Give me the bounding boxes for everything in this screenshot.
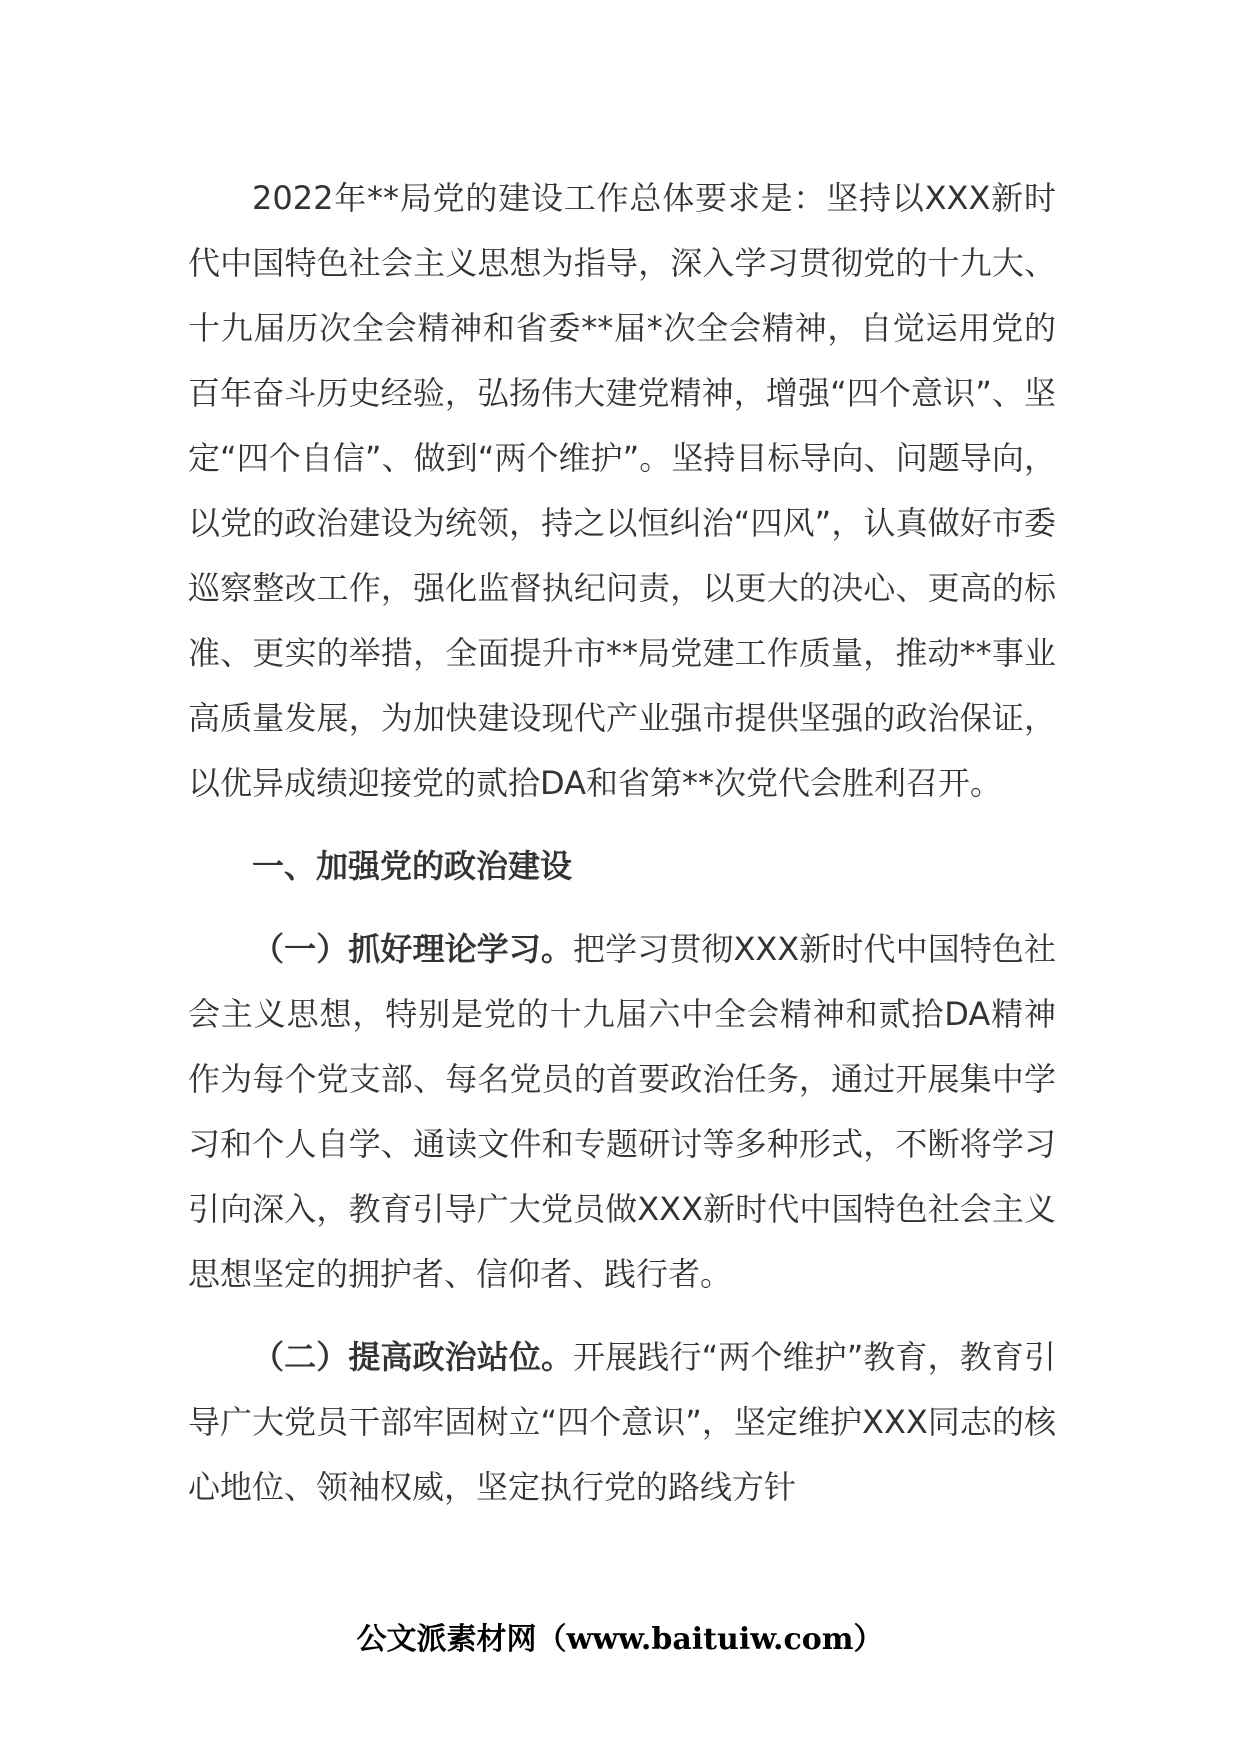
- section-heading: [188, 834, 1056, 899]
- item-1-title: （一）抓好理论学习。: [252, 930, 573, 968]
- item-paragraph-2: [188, 1325, 1056, 1520]
- footer-text: 公文派素材网（www.baituiw.com）: [356, 1622, 884, 1657]
- item-2-title: （二）提高政治站位。: [252, 1338, 574, 1376]
- intro-paragraph-text: 2022年**局党的建设工作总体要求是：坚持以XXX新时代中国特色社会主义思想为指导，深入学习贯彻党的十九大、十九届历次全会精神和省委**届*次全会精神，自觉运用党的百年奋斗历史经验，弘扬伟大建党精神，增强“四个意识”、坚定“四个自信”、做到“两个维护”。坚持目标导向、问题导向，以党的政治建设为统领，持之以恒纠治“四风”，认真做好市委巡察整改工作，强化监督执纪问责，以更大的决心、更高的标准、更实的举措，全面提升市**局党建工作质量，推动**事业高质量发展，为加快建设现代产业强市提供坚强的政治保证，以优异成绩迎接党的贰拾DA和省第**次党代会胜利召开。: [188, 179, 1056, 802]
- intro-paragraph: [188, 166, 1056, 816]
- section-heading-text: 一、加强党的政治建设: [252, 847, 573, 885]
- document-body: [188, 166, 1056, 1520]
- item-2-text: 开展践行“两个维护”教育，教育引导广大党员干部牢固树立“四个意识”，坚定维护XXX同志的核心地位、领袖权威，坚定执行党的路线方针: [188, 1338, 1056, 1506]
- item-1-text: 把学习贯彻XXX新时代中国特色社会主义思想，特别是党的十九届六中全会精神和贰拾DA精神作为每个党支部、每名党员的首要政治任务，通过开展集中学习和个人自学、通读文件和专题研讨等多种形式，不断将学习引向深入，教育引导广大党员做XXX新时代中国特色社会主义思想坚定的拥护者、信仰者、践行者。: [188, 930, 1056, 1293]
- item-paragraph-1: [188, 917, 1056, 1307]
- page-footer: [0, 1614, 1240, 1658]
